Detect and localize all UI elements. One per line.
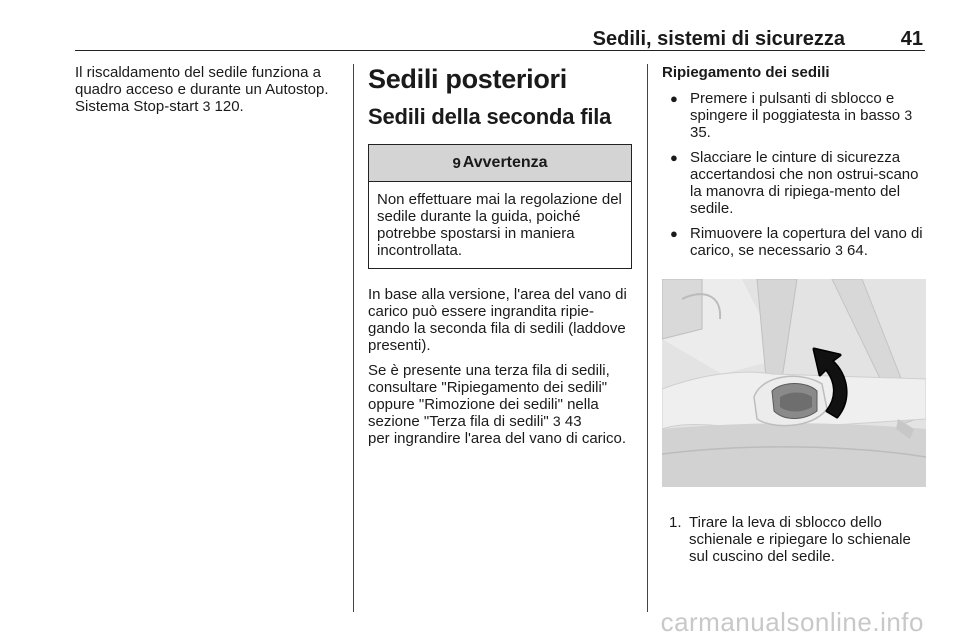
warning-header xyxy=(369,145,631,182)
bullet-list xyxy=(662,90,926,259)
page-ref-icon: 3 xyxy=(552,413,561,429)
column-divider xyxy=(647,64,648,612)
section-title: Sedili, sistemi di sicurezza xyxy=(592,28,845,50)
folding-heading: Ripiegamento dei sedili xyxy=(662,64,830,81)
column-middle xyxy=(368,64,634,447)
page-header xyxy=(75,26,925,51)
warning-triangle-icon: 9 xyxy=(452,154,461,172)
list-item: ● Premere i pulsanti di sblocco e spingere il poggiatesta in basso 3 35. xyxy=(670,90,913,141)
list-item: ● Rimuovere la copertura del vano di carico, se necessario 3 64. xyxy=(670,225,923,259)
column-divider xyxy=(353,64,354,612)
seat-illustration xyxy=(662,279,926,487)
column-right xyxy=(662,64,926,565)
steps-list xyxy=(662,514,926,565)
page-ref-icon: 3 xyxy=(202,98,211,114)
list-item: 1. Tirare la leva di sblocco dello schienale e ripiegare lo schienale sul cuscino del sedile. xyxy=(669,514,911,565)
page-ref-number: 35. xyxy=(690,124,711,141)
page-ref-icon: 3 xyxy=(835,242,843,258)
bullet-icon: ● xyxy=(670,91,678,106)
list-item: ● Slacciare le cinture di sicurezza accertandosi che non ostrui-scano la manovra di ripiega-mento del sedile. xyxy=(670,149,919,217)
page-ref-number: 120. xyxy=(210,98,244,115)
warning-title: Avvertenza xyxy=(462,154,548,171)
bullet-icon: ● xyxy=(670,150,678,165)
warning-box xyxy=(368,144,632,269)
page-ref-number: 43 xyxy=(560,413,582,430)
cargo-paragraph: In base alla versione, l'area del vano di carico può essere ingrandita ripie-gando la seconda fila di sedili (laddove presenti). xyxy=(368,286,627,354)
watermark: carmanualsonline.info xyxy=(660,607,924,637)
heating-paragraph: Il riscaldamento del sedile funziona a quadro acceso e durante un Autostop. Sistema Stop-start 3 120. xyxy=(75,64,329,115)
third-row-paragraph: Se è presente una terza fila di sedili, consultare "Ripiegamento dei sedili" oppure "Rimozione dei sedili" nella sezione "Terza fila di sedili" 3 43 per ingrandire l'area del vano di carico. xyxy=(368,362,627,447)
subsection-heading: Sedili della seconda fila xyxy=(368,104,612,129)
warning-body: Non effettuare mai la regolazione del sedile durante la guida, poiché potrebbe spostarsi in maniera incontrollata. xyxy=(377,191,622,259)
section-heading: Sedili posteriori xyxy=(368,64,567,94)
page-ref-number: 64. xyxy=(842,242,868,259)
page-ref-icon: 3 xyxy=(904,107,913,123)
column-left xyxy=(75,64,343,115)
step-number: 1. xyxy=(669,514,682,531)
page-number: 41 xyxy=(900,28,923,50)
bullet-icon: ● xyxy=(670,226,678,241)
